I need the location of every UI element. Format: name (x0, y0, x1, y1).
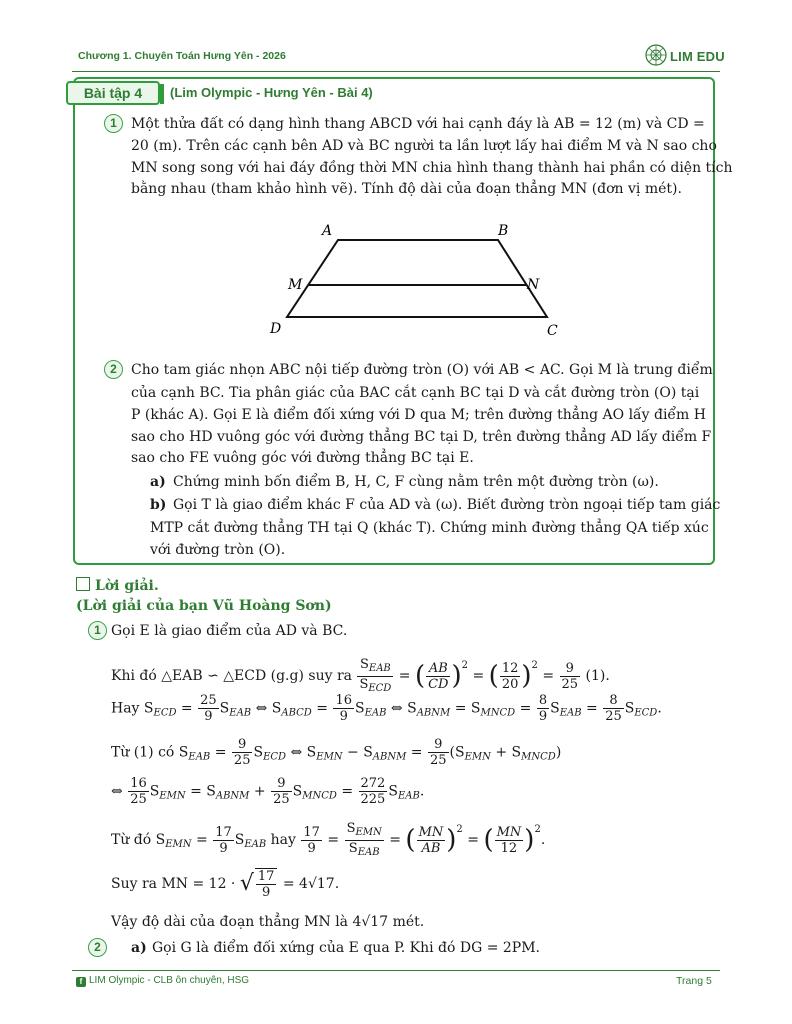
solution-1-conclusion: Vậy độ dài của đoạn thẳng MN là 4√17 mét. (111, 914, 425, 930)
vertex-d: D (270, 321, 282, 337)
problem-1-line-3: MN song song với hai đáy đồng thời MN chia hình thang thành hai phần có diện tích (131, 160, 733, 176)
problem-1-number: 1 (104, 114, 123, 133)
logo-text: LIM EDU (670, 49, 725, 64)
ratio-12-20: $\frac{12}{20}$ (501, 660, 519, 692)
edit-icon (76, 577, 90, 591)
line-7-result: = 4√17. (282, 876, 340, 892)
solution-1-line-5: ⇔ $\frac{16}{25}$ $S_{EMN} = S_{ABNM}$ + $\frac{9}{25}$ $S_{MNCD}$ = $\frac{272}{225}$ $S_{EAB}$. (111, 776, 425, 807)
tag-bar (160, 84, 164, 104)
ratio-9-25: $\frac{9}{25}$ (561, 660, 579, 692)
exercise-tag: Bài tập 4 (66, 81, 160, 105)
chapter-header: Chương 1. Chuyên Toán Hưng Yên - 2026 (78, 50, 286, 62)
problem-2-line-2: của cạnh BC. Tia phân giác của BAC cắt cạnh BC tại D và cắt đường tròn (O) tại (131, 385, 700, 401)
solution-2-part-a-label: a) (131, 940, 147, 956)
solution-1-line-1: Gọi E là giao điểm của AD và BC. (111, 623, 348, 639)
solution-heading (76, 577, 159, 594)
problem-1-line-2: 20 (m). Trên các cạnh bên AD và BC người ta lần lượt lấy hai điểm M và N sao cho (131, 138, 717, 154)
problem-2-number: 2 (104, 360, 123, 379)
part-b-line-3: với đường tròn (O). (150, 542, 286, 558)
solution-1-line-3: Hay $S_{ECD}$ = $\frac{25}{9}$ $S_{EAB}$ ⇔ $S_{ABCD}$ = $\frac{16}{9}$ $S_{EAB}$ ⇔ $S_{ABNM} = S_{MNCD}$ = $\frac{8}{9}$ $S_{EAB}$ = $\frac{8}{25}$ $S_{ECD}$. (111, 693, 662, 724)
part-a-label: a) (150, 474, 166, 490)
vertex-c: C (547, 323, 558, 339)
footer-rule (72, 970, 720, 971)
vertex-a: A (322, 223, 333, 239)
eq-1-label: (1). (585, 668, 610, 684)
part-b-line-2: MTP cắt đường thẳng TH tại Q (khác T). Chứng minh đường thẳng QA tiếp xúc (150, 520, 709, 536)
page-number: Trang 5 (676, 975, 712, 987)
part-b-line-1: Gọi T là giao điểm khác F của AD và (ω). Biết đường tròn ngoại tiếp tam giác (173, 497, 721, 513)
line-4-text: Từ (1) có (111, 744, 175, 761)
part-a-text: Chứng minh bốn điểm B, H, C, F cùng nằm trên một đường tròn (ω). (173, 474, 659, 490)
line-6-hay: hay (270, 832, 296, 848)
problem-2-line-1: Cho tam giác nhọn ABC nội tiếp đường tròn (O) với AB < AC. Gọi M là trung điểm (131, 362, 713, 378)
point-m: M (288, 277, 303, 293)
solution-1-line-4: Từ (1) có $S_{EAB}$ = $\frac{9}{25}$ $S_{ECD}$ ⇔ $S_{EMN} - S_{ABNM}$ = $\frac{9}{25}$ $(S_{EMN} + S_{MNCD})$ (111, 737, 562, 768)
footer-left-text: LIM Olympic - CLB ôn chuyên, HSG (89, 975, 250, 986)
line-7-text: Suy ra MN = 12 · (111, 876, 236, 892)
problem-2-line-4: sao cho HD vuông góc với đường thẳng BC tại D, trên đường thẳng AD lấy điểm F (131, 429, 712, 445)
problem-1-line-1: Một thửa đất có dạng hình thang ABCD với hai cạnh đáy là AB = 12 (m) và CD = (131, 116, 705, 132)
line-6-text: Từ đó (111, 832, 152, 848)
solution-title: Lời giải. (95, 578, 159, 594)
solution-2-line-1: Gọi G là điểm đối xứng của E qua P. Khi đó DG = 2PM. (152, 940, 541, 956)
header-rule (72, 71, 720, 72)
solution-1-line-7: Suy ra MN = 12 · √ $\frac{17}{9}$ = 4√17. (111, 869, 340, 900)
solution-1-line-2: Khi đó △EAB ∽ △ECD (g.g) suy ra $\frac{S_{EAB}}{S_{ECD}}$ = ( $\frac{AB}{CD}$ )$^2$ = ( $\frac{12}{20}$ )$^2$ = $\frac{9}{25}$ (1). (111, 656, 610, 694)
solution-author: (Lời giải của bạn Vũ Hoàng Sơn) (76, 598, 332, 614)
exercise-source: (Lim Olympic - Hưng Yên - Bài 4) (170, 85, 373, 100)
footer-left (76, 975, 249, 987)
vertex-b: B (498, 223, 509, 239)
solution-1-line-6: Từ đó $S_{EMN}$ = $\frac{17}{9}$ $S_{EAB}$ hay $\frac{17}{9}$ = $\frac{S_{EMN}}{S_{EAB}}$ = ( $\frac{MN}{AB}$ )$^2$ = ( $\frac{MN}{12}$ )$^2$. (111, 820, 546, 858)
line-2-text: Khi đó △EAB ∽ △ECD (g.g) suy ra (111, 668, 352, 684)
problem-2-line-3: P (khác A). Gọi E là điểm đối xứng với D qua M; trên đường thẳng AO lấy điểm H (131, 407, 706, 423)
solution-1-number: 1 (88, 621, 107, 640)
problem-1-line-4: bằng nhau (tham khảo hình vẽ). Tính độ dài của đoạn thẳng MN (đơn vị mét). (131, 181, 682, 197)
part-b-label: b) (150, 497, 167, 513)
trapezoid-figure (260, 215, 570, 345)
facebook-icon: f (76, 977, 86, 987)
line-3-text: Hay (111, 700, 140, 717)
problem-2-line-5: sao cho FE vuông góc với đường thẳng BC tại E. (131, 450, 474, 466)
point-n: N (527, 277, 540, 293)
ratio-ab-cd: $\frac{AB}{CD}$ (428, 660, 449, 692)
solution-2-number: 2 (88, 938, 107, 957)
ratio-area: $\frac{S_{EAB}}{S_{ECD}}$ (359, 656, 392, 694)
